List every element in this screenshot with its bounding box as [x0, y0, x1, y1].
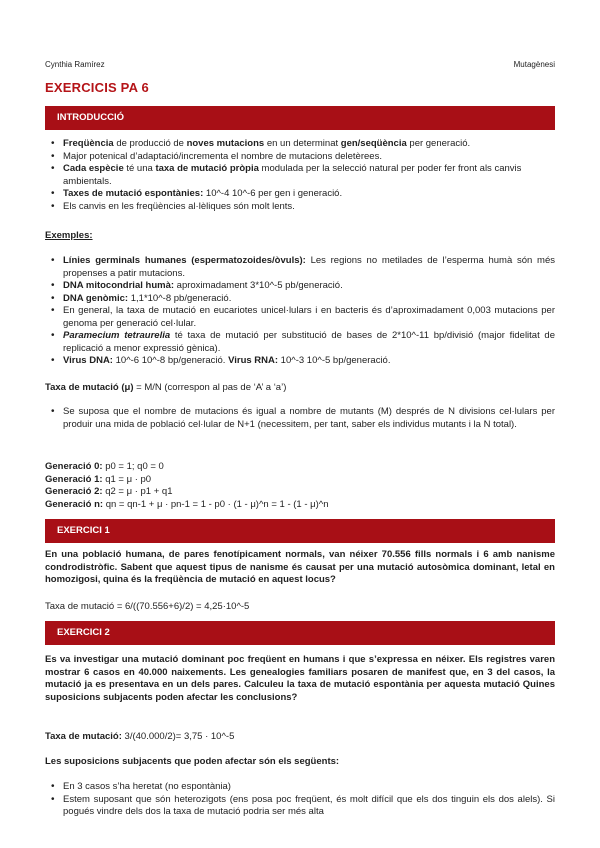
section-heading-introduccio: INTRODUCCIÓ — [45, 106, 555, 130]
generations-block — [45, 461, 555, 511]
generation-line: Generació 0: p0 = 1; q0 = 0 — [45, 461, 164, 472]
rate-bullet-list — [45, 406, 555, 431]
examples-list — [45, 255, 555, 368]
exercise-2-suppositions-list — [45, 781, 555, 819]
list-item: • En 3 casos s’ha heretat (no espontània) — [45, 781, 555, 794]
list-item: • DNA genòmic: 1,1*10^-8 pb/generació. — [45, 293, 555, 306]
list-item: • Estem suposant que són heterozigots (ens posa poc freqüent, és molt difícil que els dos tinguin els dos alels). Si pogués vindre dels dos la taxa de mutació podria ser més alta — [45, 794, 555, 819]
list-item: • Línies germinals humanes (espermatozoides/òvuls): Les regions no metilades de l’esperma humà són més propenses a patir mutacions. — [45, 255, 555, 280]
exercise-2-suppositions-label: Les suposicions subjacents que poden afectar són els següents: — [45, 756, 340, 767]
list-item: • Els canvis en les freqüències al·lèliques són molt lents. — [45, 201, 555, 214]
intro-list — [45, 138, 555, 213]
list-item: • Se suposa que el nombre de mutacions és igual a nombre de mutants (M) després de N divisions cel·lulars per produir una mida de població cel·lular de N+1 (necessitem, per tant, saber els individus mutants i la N total). — [45, 406, 555, 431]
exercise-2-question: Es va investigar una mutació dominant poc freqüent en humans i que s’expressa en néixer. Els registres varen mostrar 6 casos en 40.000 naixements. Les genealogies familiars posaren de manifest que, en 3 del casos, la mutació ja es presentava en un dels pares. Calculeu la taxa de mutació espontània per aquesta mutació Quines suposicions subjacents poden afectar les conclusions? — [45, 654, 555, 703]
list-item: • DNA mitocondrial humà: aproximadament 3*10^-5 pb/generació. — [45, 280, 555, 293]
rate-definition: Taxa de mutació (μ) = M/N (correspon al pas de ‘A’ a ‘a’) — [45, 382, 287, 393]
page-title: EXERCICIS PA 6 — [45, 80, 149, 95]
section-heading-exercici-2: EXERCICI 2 — [45, 621, 555, 645]
section-heading-exercici-1: EXERCICI 1 — [45, 519, 555, 543]
generation-line: Generació n: qn = qn-1 + μ · pn-1 = 1 - p0 · (1 - μ)^n = 1 - (1 - μ)^n — [45, 498, 329, 510]
list-item: • Freqüència de producció de noves mutacions en un determinat gen/seqüència per generació. — [45, 138, 555, 151]
exercise-2-rate: Taxa de mutació: 3/(40.000/2)= 3,75 · 10^-5 — [45, 731, 235, 742]
list-item: • En general, la taxa de mutació en eucariotes unicel·lulars i en bacteris és d’aproximadament 0,003 mutacions per genoma per generació cel·lular. — [45, 305, 555, 330]
exercise-1-question: En una població humana, de pares fenotípicament normals, van néixer 70.556 fills normals i 6 amb nanisme condrodistròfic. Sabent que aquest tipus de nanisme és causat per una mutació autosòmica dominant, letal en homozigosi, quina és la freqüència de mutació en aquest locus? — [45, 549, 555, 585]
generation-line: Generació 1: q1 = μ · p0 — [45, 473, 152, 485]
header-author: Cynthia Ramírez — [45, 60, 105, 69]
list-item: • Virus DNA: 10^-6 10^-8 bp/generació. Virus RNA: 10^-3 10^-5 bp/generació. — [45, 355, 555, 368]
list-item: • Cada espècie té una taxa de mutació pròpia modulada per la selecció natural per poder fer front als canvis ambientals. — [45, 163, 555, 188]
list-item: • Major potenical d’adaptació/incrementa el nombre de mutacions deletèrees. — [45, 151, 555, 164]
page-header — [45, 60, 555, 69]
generation-line: Generació 2: q2 = μ · p1 + q1 — [45, 486, 173, 497]
examples-label: Exemples: — [45, 230, 93, 241]
list-item: • Taxes de mutació espontànies: 10^-4 10^-6 per gen i generació. — [45, 188, 555, 201]
header-subject: Mutagènesi — [513, 60, 555, 69]
list-item: • Paramecium tetraurelia té taxa de mutació per substitució de bases de 2*10^-11 bp/divisió (major fidelitat de replicació a menor expressió gènica). — [45, 330, 555, 355]
exercise-1-answer: Taxa de mutació = 6/((70.556+6)/2) = 4,25·10^-5 — [45, 601, 250, 612]
